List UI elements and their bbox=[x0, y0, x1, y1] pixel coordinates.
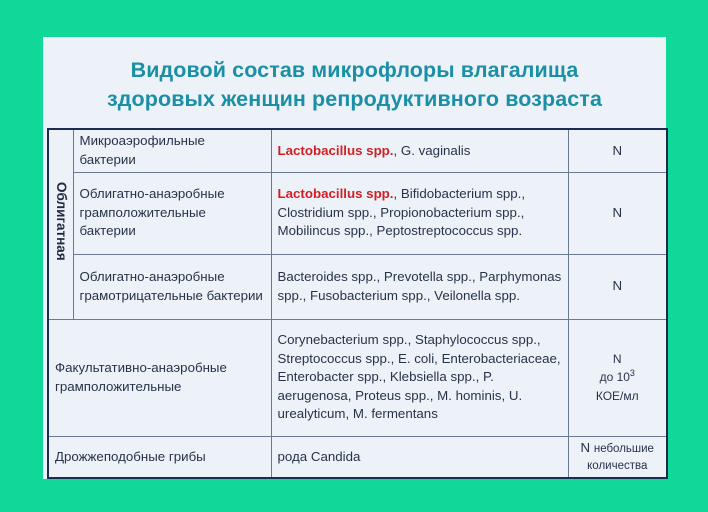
species-cell bbox=[271, 436, 568, 478]
category-cell: Облигатно-анаэробные грамотрицательные бактерии bbox=[73, 254, 271, 319]
table-row bbox=[48, 436, 667, 478]
species-cell bbox=[271, 319, 568, 436]
norm-cell bbox=[568, 436, 667, 478]
species-text: Bacteroides spp., Prevotella spp., Parphymonas spp., Fusobacterium spp., Veilonella spp. bbox=[277, 269, 562, 303]
group-label-cell bbox=[48, 129, 73, 319]
species-cell bbox=[271, 129, 568, 172]
species-highlight: Lactobacillus spp. bbox=[277, 142, 394, 158]
category-cell: Факультативно-анаэробные грамположительные bbox=[48, 319, 271, 436]
norm-value: N bbox=[612, 351, 622, 366]
table-row bbox=[48, 254, 667, 319]
slide-title bbox=[43, 56, 666, 114]
species-cell bbox=[271, 172, 568, 254]
norm-note: небольшие количества bbox=[587, 442, 654, 472]
norm-cell: N bbox=[568, 254, 667, 319]
category-cell: Дрожжеподобные грибы bbox=[48, 436, 271, 478]
species-text: рода Candida bbox=[277, 448, 361, 464]
table-row bbox=[48, 129, 667, 172]
norm-limit: до $10^3$ bbox=[599, 368, 635, 385]
species-text: , Bifidobacterium spp., Clostridium spp., Propionobacterium spp., Mobilincus spp., Peptostreptococcus spp. bbox=[277, 186, 526, 239]
norm-cell: N bbox=[568, 129, 667, 172]
species-text: , G. vaginalis bbox=[393, 142, 471, 158]
table-row bbox=[48, 319, 667, 436]
microflora-table bbox=[47, 128, 668, 479]
table-row bbox=[48, 172, 667, 254]
category-cell: Микроаэрофильные бактерии bbox=[73, 129, 271, 172]
title-line-2: здоровых женщин репродуктивного возраста bbox=[106, 87, 602, 111]
species-cell bbox=[271, 254, 568, 319]
norm-value: N bbox=[580, 439, 591, 455]
species-highlight: Lactobacillus spp. bbox=[277, 186, 394, 202]
title-line-1: Видовой состав микрофлоры влагалища bbox=[130, 58, 579, 82]
slide bbox=[43, 37, 666, 479]
norm-unit: КОЕ/мл bbox=[595, 388, 639, 403]
group-label: Облигатная bbox=[54, 182, 69, 261]
norm-cell bbox=[568, 319, 667, 436]
category-cell: Облигатно-анаэробные грамположительные бактерии bbox=[73, 172, 271, 254]
norm-cell: N bbox=[568, 172, 667, 254]
species-text: Corynebacterium spp., Staphylococcus spp., Streptococcus spp., E. coli, Enterobacteriaceae, Enterobacter spp., Klebsiella spp., P. aerugenosa, Proteus spp., M. hominis, U. urealyticum, M. fermentans bbox=[277, 332, 561, 422]
